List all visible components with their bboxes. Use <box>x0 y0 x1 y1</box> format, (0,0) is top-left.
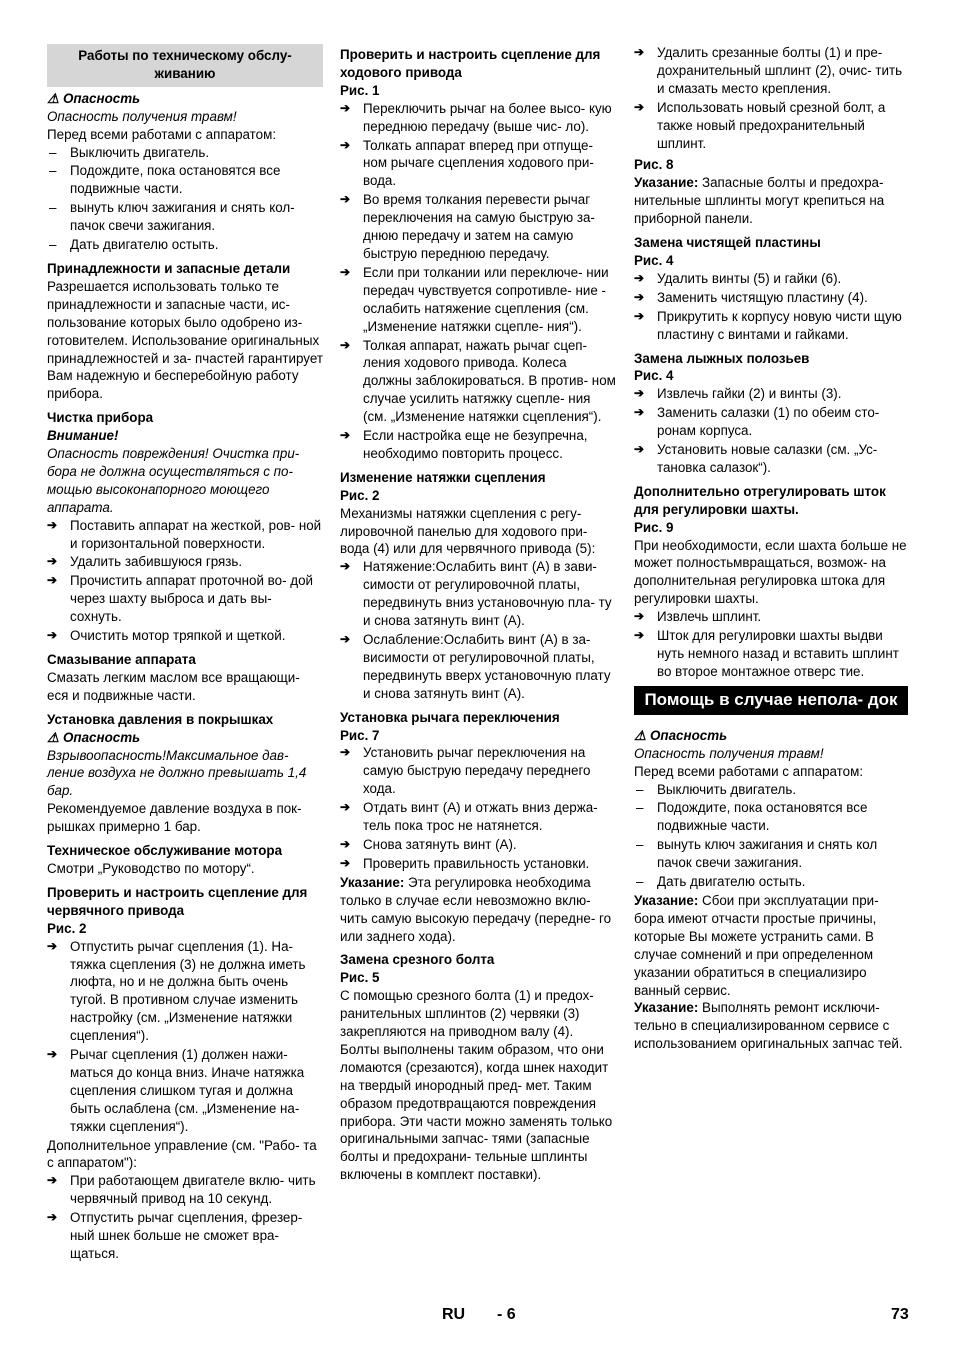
figure-ref: Рис. 4 <box>634 368 674 384</box>
figure-ref: Рис. 8 <box>634 157 674 173</box>
list-item: ➔ Извлечь шплинт. <box>634 609 762 625</box>
list-item: ➔ При работающем двигателе вклю- чить червячный привод на 10 секунд. <box>47 1173 316 1207</box>
list-item: – Дать двигателю остыть. <box>636 874 806 890</box>
list-item: ➔ Установить новые салазки (см. „Ус- тановка салазок“). <box>634 442 878 475</box>
danger-label: ⚠ Опасность <box>47 729 141 745</box>
note: Указание: Эта регулировка необходима только в случае если невозможно вклю- чить самую высокую передачу (передне- го или заднего хода). <box>340 874 612 944</box>
skid-list <box>634 385 908 477</box>
list-item: – Подождите, пока остановятся все подвижные части. <box>636 800 868 834</box>
heading-accessories: Принадлежности и запасные детали <box>47 260 291 276</box>
arrow-icon: ➔ <box>47 938 58 953</box>
arrow-icon: ➔ <box>340 632 351 646</box>
figure-ref: Рис. 2 <box>340 487 380 503</box>
arrow-icon: ➔ <box>634 405 645 420</box>
extra-control-text: Дополнительное управление (см. "Рабо- та с аппаратом"): <box>47 1137 317 1171</box>
drive-list <box>340 100 616 463</box>
list-item: – вынуть ключ зажигания и снять кол пачок свечи зажигания. <box>636 837 878 871</box>
column-middle <box>340 46 616 1184</box>
heading-drive-clutch: Проверить и настроить сцепление для ходового привода <box>340 47 601 80</box>
danger-intro: Перед всеми работами с аппаратом: <box>634 763 864 779</box>
arrow-icon: ➔ <box>634 99 645 114</box>
heading-cleaning: Чистка прибора <box>47 410 154 426</box>
heading-skids: Замена лыжных полозьев <box>634 350 810 366</box>
danger-label: ⚠ Опасность <box>47 90 141 106</box>
chute-rod-text: При необходимости, если шахта больше не может полностьмвращаться, возмож- на дополнительная регулировка штока для регулировки шахты. <box>634 537 907 607</box>
heading-shift-lever: Установка рычага переключения <box>340 709 560 725</box>
list-item: – Выключить двигатель. <box>49 144 210 160</box>
list-item: ➔ Прочистить аппарат проточной во- дой через шахту выброса и дать вы- сохнуть. <box>47 573 314 625</box>
figure-ref: Рис. 1 <box>340 82 380 98</box>
list-item: ➔ Установить рычаг переключения на самую быструю передачу переднего хода. <box>340 745 591 797</box>
arrow-icon: ➔ <box>340 855 351 870</box>
note: Указание: Выполнять ремонт исключи- тельно в специализированном сервисе с использованием оригинальных запчас тей. <box>634 1000 903 1052</box>
heading-chute-rod: Дополнительно отрегулировать шток для регулировки шахты. <box>634 483 886 517</box>
motor-text: Смотри „Руководство по мотору“. <box>47 860 255 876</box>
section-title-maintenance: Работы по техническому обслу- живанию <box>47 44 323 87</box>
tension-list <box>340 558 616 702</box>
arrow-icon: ➔ <box>47 1173 58 1188</box>
warning-triangle-icon: ⚠ <box>47 90 60 106</box>
arrow-icon: ➔ <box>634 609 645 624</box>
shear-bolt-text: С помощью срезного болта (1) и предох- ранительных шплинтов (2) червяки (3) закрепляются на приводном валу (4). Болты выполнены таким образом, что они ломаются (срезаются), когда шнек находит на твердый инородный пред- мет. Таким образом предотвращаются повреждения прибора. Эти части можно заменять только оригинальными запчас- тями (запасные болты и предохрани- тельные шплинты включены в комплект поставки). <box>340 988 613 1183</box>
section-title-troubleshooting: Помощь в случае непола- док <box>634 686 908 715</box>
arrow-icon: ➔ <box>340 800 351 815</box>
heading-shear-bolt: Замена срезного болта <box>340 952 495 968</box>
heading-tension: Изменение натяжки сцепления <box>340 469 546 485</box>
list-item: ➔ Поставить аппарат на жесткой, ров- ной и горизонтальной поверхности. <box>47 517 322 551</box>
heading-lubrication: Смазывание аппарата <box>47 652 196 667</box>
arrow-icon: ➔ <box>340 192 351 207</box>
clutch-list <box>47 938 323 1136</box>
heading-scraper-plate: Замена чистящей пластины <box>634 235 821 251</box>
list-item: ➔ Удалить винты (5) и гайки (6). <box>634 270 842 286</box>
arrow-icon: ➔ <box>340 337 351 352</box>
arrow-icon: ➔ <box>634 442 645 457</box>
arrow-icon: ➔ <box>634 270 645 285</box>
list-item: ➔ Удалить забившуюся грязь. <box>47 554 243 570</box>
footer-section-page: - 6 <box>497 1306 516 1323</box>
tension-text: Механизмы натяжки сцепления с регу- лировочной панелью для ходового при- вода (4) или для червячного привода (5): <box>340 505 596 557</box>
danger-list <box>47 144 323 254</box>
bolt-list <box>634 44 908 152</box>
list-item: ➔ Отпустить рычаг сцепления (1). На- тяжка сцепления (3) не должна иметь люфта, но и не должна быть очень тугой. В противном случае изменить настройку (см. „Изменение натяжки сцепления“). <box>47 938 306 1044</box>
arrow-icon: ➔ <box>634 45 645 59</box>
list-item: ➔ Шток для регулировки шахты выдви нуть немного назад и вставить шплинт во второе монтажное отверс тие. <box>634 628 899 679</box>
figure-ref: Рис. 5 <box>340 970 380 986</box>
list-item: ➔ Очистить мотор тряпкой и щеткой. <box>47 628 286 644</box>
figure-ref: Рис. 9 <box>634 519 674 535</box>
arrow-icon: ➔ <box>340 745 351 760</box>
list-item: ➔ Ослабление:Ослабить винт (А) в за- висимости от регулировочной платы, передвинуть вверх установочную плату и снова затянуть винт (А). <box>340 632 611 701</box>
arrow-icon: ➔ <box>47 554 58 569</box>
plate-list <box>634 270 908 344</box>
figure-ref: Рис. 7 <box>340 727 380 743</box>
arrow-icon: ➔ <box>340 264 351 279</box>
cleaning-list <box>47 517 323 645</box>
arrow-icon: ➔ <box>634 628 645 643</box>
accessories-text: Разрешается использовать только те принадлежности и запасные части, ис- пользование которых было одобрено из- готовителем. Использование оригинальных принадлежностей и за- пчастей гарантирует Вам надежную и бесперебойную работу прибора. <box>47 278 323 402</box>
figure-ref: Рис. 4 <box>634 252 674 268</box>
arrow-icon: ➔ <box>340 100 351 115</box>
extra-list <box>47 1172 323 1263</box>
list-item: ➔ Снова затянуть винт (А). <box>340 836 517 852</box>
list-item: ➔ Во время толкания перевести рычаг переключения на самую быструю за- днюю передачу и затем на самую быструю переднюю передачу. <box>340 192 595 261</box>
footer-language: RU <box>442 1306 466 1323</box>
arrow-icon: ➔ <box>47 628 58 643</box>
footer-page-number: 73 <box>891 1306 909 1323</box>
column-left <box>47 44 323 1264</box>
list-item: ➔ Удалить срезанные болты (1) и пре- дохранительный шплинт (2), очис- тить и смазать место крепления. <box>634 45 903 96</box>
warning-triangle-icon: ⚠ <box>634 727 647 743</box>
danger-list <box>634 781 908 891</box>
arrow-icon: ➔ <box>47 1210 58 1225</box>
danger-text: Взрывоопасность!Максимальное дав- ление воздуха не должно превышать 1,4 бар. <box>47 747 307 799</box>
heading-auger-clutch: Проверить и настроить сцепление для червячного привода <box>47 884 308 918</box>
arrow-icon: ➔ <box>340 137 351 152</box>
arrow-icon: ➔ <box>47 573 58 588</box>
danger-text: Опасность получения травм! <box>47 108 237 124</box>
list-item: ➔ Проверить правильность установки. <box>340 855 590 871</box>
warning-triangle-icon: ⚠ <box>47 729 60 745</box>
list-item: ➔ Если настройка еще не безупречна, необходимо повторить процесс. <box>340 428 588 461</box>
list-item: ➔ Рычаг сцепления (1) должен нажи- маться до конца вниз. Иначе натяжка сцепления слишком тугая и должна быть ослаблена (см. „Изменение на- тяжки сцепления“). <box>47 1047 305 1134</box>
danger-label: ⚠ Опасность <box>634 727 728 743</box>
list-item: – Выключить двигатель. <box>636 781 797 797</box>
list-item: ➔ Прикрутить к корпусу новую чисти щую пластину с винтами и гайками. <box>634 308 902 342</box>
column-right <box>634 44 908 1053</box>
list-item: – Подождите, пока остановятся все подвижные части. <box>49 163 281 197</box>
rod-list <box>634 608 908 681</box>
list-item: ➔ Отдать винт (А) и отжать вниз держа- тель пока трос не натянется. <box>340 800 598 834</box>
list-item: ➔ Отпустить рычаг сцепления, фрезер- ный шнек больше не сможет вра- щаться. <box>47 1210 303 1261</box>
heading-tire-pressure: Установка давления в покрышках <box>47 711 274 727</box>
attention-label: Внимание! <box>47 428 119 444</box>
heading-motor: Техническое обслуживание мотора <box>47 843 283 859</box>
list-item: ➔ Переключить рычаг на более высо- кую переднюю передачу (выше чис- ло). <box>340 100 612 134</box>
list-item: ➔ Использовать новый срезной болт, а также новый предохранительный шплинт. <box>634 99 886 151</box>
arrow-icon: ➔ <box>340 559 351 574</box>
list-item: ➔ Если при толкании или переключе- нии передач чувствуется сопротивле- ние - ослабить натяжение сцепления (см. „Изменение натяжки сцепле- ния“). <box>340 264 609 334</box>
tire-text: Рекомендуемое давление воздуха в пок- рышках примерно 1 бар. <box>47 801 302 835</box>
note: Указание: Сбои при эксплуатации при- бора имеют отчасти простые причины, которые Вы можете устранить сами. В случае сомнений и при определенном указании обратиться в специализиро ванный сервис. <box>634 892 879 998</box>
list-item: ➔ Натяжение:Ослабить винт (А) в зави- симости от регулировочной платы, передвинуть вниз установочную пла- ту и снова затянуть винт (А). <box>340 559 612 629</box>
arrow-icon: ➔ <box>340 428 351 443</box>
danger-intro: Перед всеми работами с аппаратом: <box>47 126 277 142</box>
attention-text: Опасность повреждения! Очистка при- бора не должна осуществляться с по- мощью высоконапорного моющего аппарата. <box>47 446 300 515</box>
danger-text: Опасность получения травм! <box>634 745 824 761</box>
list-item: – Дать двигателю остыть. <box>49 237 219 253</box>
lever-list <box>340 744 616 872</box>
arrow-icon: ➔ <box>47 517 58 532</box>
list-item: ➔ Извлечь гайки (2) и винты (3). <box>634 386 842 402</box>
list-item: ➔ Заменить чистящую пластину (4). <box>634 289 868 305</box>
note: Указание: Запасные болты и предохра- нительные шплинты могут крепиться на приборной панели. <box>634 175 885 227</box>
arrow-icon: ➔ <box>47 1047 58 1062</box>
lubrication-text: Смазать легким маслом все вращающи- еся и подвижные части. <box>47 669 300 703</box>
arrow-icon: ➔ <box>340 836 351 851</box>
list-item: – вынуть ключ зажигания и снять кол- пачок свечи зажигания. <box>49 200 295 234</box>
arrow-icon: ➔ <box>634 386 645 401</box>
arrow-icon: ➔ <box>634 289 645 304</box>
list-item: ➔ Толкать аппарат вперед при отпуще- ном рычаге сцепления ходового при- вода. <box>340 137 594 189</box>
arrow-icon: ➔ <box>634 308 645 323</box>
list-item: ➔ Заменить салазки (1) по обеим сто- ронам корпуса. <box>634 405 880 439</box>
figure-ref: Рис. 2 <box>47 920 87 936</box>
list-item: ➔ Толкая аппарат, нажать рычаг сцеп- ления ходового привода. Колеса должны заблокироваться. В против- ном случае усилить натяжку сцепле- ния (см. „Изменение натяжки сцепления“). <box>340 337 616 425</box>
